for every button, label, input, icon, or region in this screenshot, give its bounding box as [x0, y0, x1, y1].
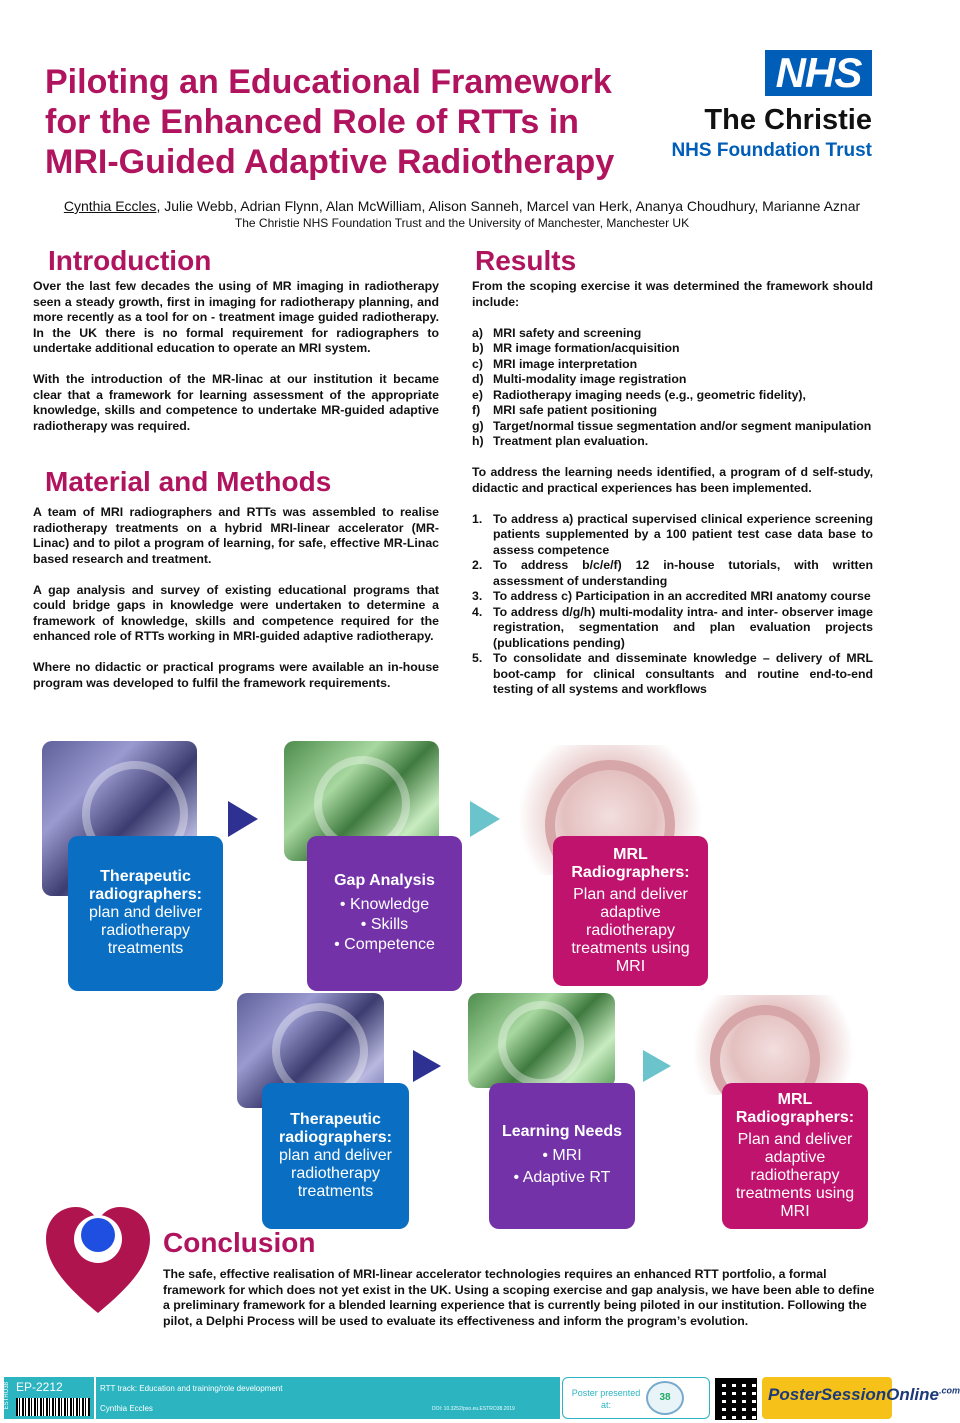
list-item: h) Treatment plan evaluation. [472, 434, 649, 448]
conclusion-heading: Conclusion [163, 1227, 316, 1258]
paragraph: A gap analysis and survey of existing educational programs that could bridge gaps in knowledge were undertaken to determine a framework of knowledge, skills and competence required for the enhanced role of RTTs working in MRI-guided adaptive radiotherapy. [33, 582, 439, 643]
flow-step-therapeutic-radiographers: Therapeutic radiographers: plan and deliver radiotherapy treatments [262, 1083, 409, 1229]
flow-step-mrl-radiographers: MRL Radiographers: Plan and deliver adaptive radiotherapy treatments using MRI [553, 836, 708, 986]
footer-author: Cynthia Eccles [100, 1404, 153, 1413]
flow-arrow-icon [228, 801, 258, 837]
paragraph: Where no didactic or practical programs were available an in-house program was developed to fulfil the framework requirements. [33, 660, 439, 690]
list-item: 1. To address a) practical supervised clinical experience screening patients supplemented by a 100 patient test case data base to assess competence [472, 511, 873, 557]
paragraph: With the introduction of the MR-linac at our institution it became clear that a framework for learning assessment of the appropriate knowledge, skills and competence to undertake MR-guided adaptive radiotherapy was required. [33, 372, 439, 433]
flow-step-gap-analysis: Gap Analysis • Knowledge • Skills • Competence [307, 836, 462, 991]
poster-code: EP-2212 [16, 1380, 63, 1394]
methods-body [33, 505, 439, 691]
paragraph: To address the learning needs identified, a program of d self-study, didactic and practical experiences has been implemented. [472, 465, 873, 495]
introduction-heading: Introduction [48, 245, 212, 276]
footer-doi: DOI: 10.3252/pso.eu.ESTRO38.2019 [432, 1406, 515, 1412]
paragraph: From the scoping exercise it was determined the framework should include: [472, 279, 873, 309]
results-heading: Results [475, 245, 577, 276]
list-item: b) MR image formation/acquisition [472, 341, 680, 355]
list-item: 5. To consolidate and disseminate knowledge – delivery of MRL boot-camp for clinical consultants and routine end-to-end testing of all systems and workflows [472, 651, 873, 696]
list-item: 4. To address d/g/h) multi-modality intra- and inter- observer image registration, segmentation and plan evaluation projects (publications pending) [472, 604, 873, 650]
flow-step-mrl-radiographers: MRL Radiographers: Plan and deliver adaptive radiotherapy treatments using MRI [722, 1083, 868, 1229]
list-item: g) Target/normal tissue segmentation and/or segment manipulation [472, 418, 872, 433]
results-body [472, 279, 873, 713]
title-line: for the Enhanced Role of RTTs in [45, 103, 579, 141]
list-item: 3. To address c) Participation in an accredited MRI anatomy course [472, 589, 871, 603]
paragraph: Over the last few decades the using of MR imaging in radiotherapy seen a steady growth, first in imaging for radiotherapy planning, and more recently as a tool for on - treatment image guided radiotherapy. In the UK there is no formal requirement for radiographers to undertake additional education to operate an MRI system. [33, 279, 439, 355]
list-item: d) Multi-modality image registration [472, 372, 687, 386]
introduction-body [33, 279, 439, 434]
footer-track: RTT track: Education and training/role development [100, 1384, 283, 1393]
presented-at-label: Poster presented at: [571, 1388, 641, 1410]
flow-arrow-icon [470, 801, 500, 837]
flow-step-therapeutic-radiographers: Therapeutic radiographers: plan and deliver radiotherapy treatments [68, 836, 223, 991]
org-subtitle: NHS Foundation Trust [671, 140, 872, 161]
org-name: The Christie [704, 104, 872, 136]
list-item: a) MRI safety and screening [472, 325, 642, 340]
list-item: c) MRI image interpretation [472, 356, 638, 371]
list-item: f) MRI safe patient positioning [472, 403, 657, 417]
conference-badge-icon: 38 [646, 1381, 684, 1415]
mr-scanner-photo [468, 993, 615, 1088]
affiliation: The Christie NHS Foundation Trust and the University of Manchester, Manchester UK [234, 216, 690, 230]
paragraph: A team of MRI radiographers and RTTs was assembled to realise radiotherapy treatments on a hybrid MRI-linear accelerator (MR-Linac) and to pilot a program of learning, for safe, effective MR-Linac based research and treatment. [33, 505, 439, 566]
author-list [20, 198, 904, 214]
barcode-icon [16, 1398, 90, 1416]
methods-heading: Material and Methods [45, 466, 332, 497]
first-author: Cynthia Eccles [63, 198, 157, 214]
mr-linac-illustration [690, 995, 875, 1095]
flow-arrow-icon [413, 1050, 441, 1082]
qr-code-icon[interactable] [716, 1379, 756, 1419]
list-item: 2. To address b/c/e/f) 12 in-house tutorials, with written assessment of understanding [472, 558, 873, 588]
poster-title [45, 62, 665, 182]
footer-side-code: ESTRO38 [4, 1382, 10, 1410]
nhs-logo: NHS [765, 50, 872, 96]
flow-arrow-icon [643, 1050, 671, 1082]
co-authors: , Julie Webb, Adrian Flynn, Alan McWilliam, Alison Sanneh, Marcel van Herk, Ananya Choudhury, Marianne Aznar [156, 198, 861, 214]
conclusion-body: The safe, effective realisation of MRI-linear accelerator technologies requires an enhanced RTT portfolio, a formal framework for which does not yet exist in the UK. Using a scoping exercise and gap analysis, we have been able to define a preliminary framework for a blended learning experience that is currently being piloted in our institution. Following the pilot, a Delphi Process will be used to evaluate its effectiveness and inform the program’s evolution. [163, 1267, 875, 1328]
framework-list [472, 326, 873, 450]
heart-logo-icon [44, 1205, 152, 1315]
title-line: Piloting an Educational Framework [45, 63, 612, 101]
program-steps [472, 512, 873, 698]
list-item: e) Radiotherapy imaging needs (e.g., geometric fidelity), [472, 387, 806, 402]
title-line: MRI-Guided Adaptive Radiotherapy [45, 143, 615, 181]
brand-label: PosterSessionOnline$^{.com}$ [768, 1385, 960, 1404]
flow-step-learning-needs: Learning Needs • MRI • Adaptive RT [489, 1083, 635, 1229]
